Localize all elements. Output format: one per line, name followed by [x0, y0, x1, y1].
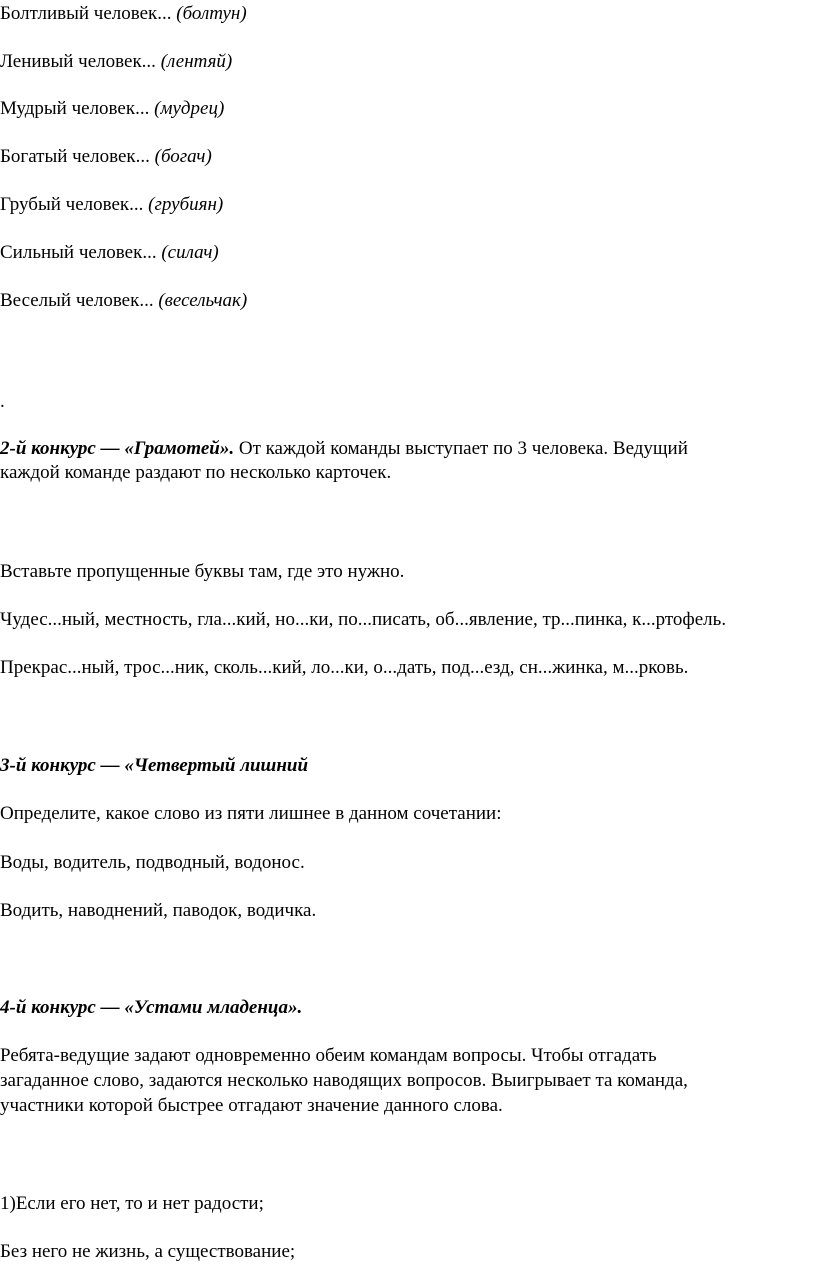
word-answer: (весельчак) [158, 290, 248, 311]
word-item-3 [0, 97, 224, 121]
contest3-instruction: Определите, какое слово из пяти лишнее в данном сочетании: [0, 803, 502, 824]
contest2-row2: Прекрас...ный, трос...ник, сколь...кий, ло...ки, о...дать, под...езд, сн...жинка, м...рковь. [0, 657, 689, 678]
contest2-instruction: Вставьте пропущенные буквы там, где это нужно. [0, 561, 405, 582]
word-prompt: Болтливый человек... [0, 3, 177, 24]
question-line2: Без него не жизнь, а существование; [0, 1241, 296, 1262]
contest3-title: 3-й конкурс — «Четвертый лишний [0, 755, 309, 776]
word-prompt: Ленивый человек... [0, 51, 161, 72]
contest2-title: 2-й конкурс — «Грамотей». [0, 438, 235, 459]
contest3-row1: Воды, водитель, подводный, водонос. [0, 852, 305, 873]
word-item-6 [0, 241, 219, 265]
word-prompt: Веселый человек... [0, 290, 159, 311]
word-answer: (болтун) [176, 3, 247, 24]
word-answer: (грубиян) [148, 194, 224, 215]
word-prompt: Сильный человек... [0, 242, 162, 263]
contest4-line1: Ребята-ведущие задают одновременно обеим командам вопросы. Чтобы отгадать [0, 1045, 657, 1066]
contest4-line2: загаданное слово, задаются несколько наводящих вопросов. Выигрывает та команда, [0, 1070, 688, 1091]
word-answer: (богач) [154, 146, 212, 167]
contest4-title: 4-й конкурс — «Устами младенца». [0, 997, 303, 1018]
contest2-row1: Чудес...ный, местность, гла...кий, но...ки, по...писать, об...явление, тр...пинка, к...ртофель. [0, 609, 727, 630]
word-item-2 [0, 50, 232, 74]
contest3-row2: Водить, наводнений, паводок, водичка. [0, 900, 317, 921]
question-line1: 1)Если его нет, то и нет радости; [0, 1193, 264, 1214]
word-item-1 [0, 2, 247, 26]
word-answer: (силач) [161, 242, 219, 263]
separator-dot: . [0, 391, 5, 412]
word-prompt: Мудрый человек... [0, 98, 155, 119]
word-prompt: Грубый человек... [0, 194, 149, 215]
contest4-line3: участники которой быстрее отгадают значение данного слова. [0, 1095, 503, 1116]
contest2-text-line1: От каждой команды выступает по 3 человека. Ведущий [234, 438, 688, 459]
word-item-4 [0, 145, 212, 169]
word-item-5 [0, 193, 223, 217]
word-answer: (мудрец) [154, 98, 225, 119]
word-item-7 [0, 289, 247, 313]
contest2-text-line2: каждой команде раздают по несколько карточек. [0, 462, 392, 483]
word-answer: (лентяй) [160, 51, 233, 72]
word-prompt: Богатый человек... [0, 146, 155, 167]
contest2-paragraph [0, 437, 688, 461]
